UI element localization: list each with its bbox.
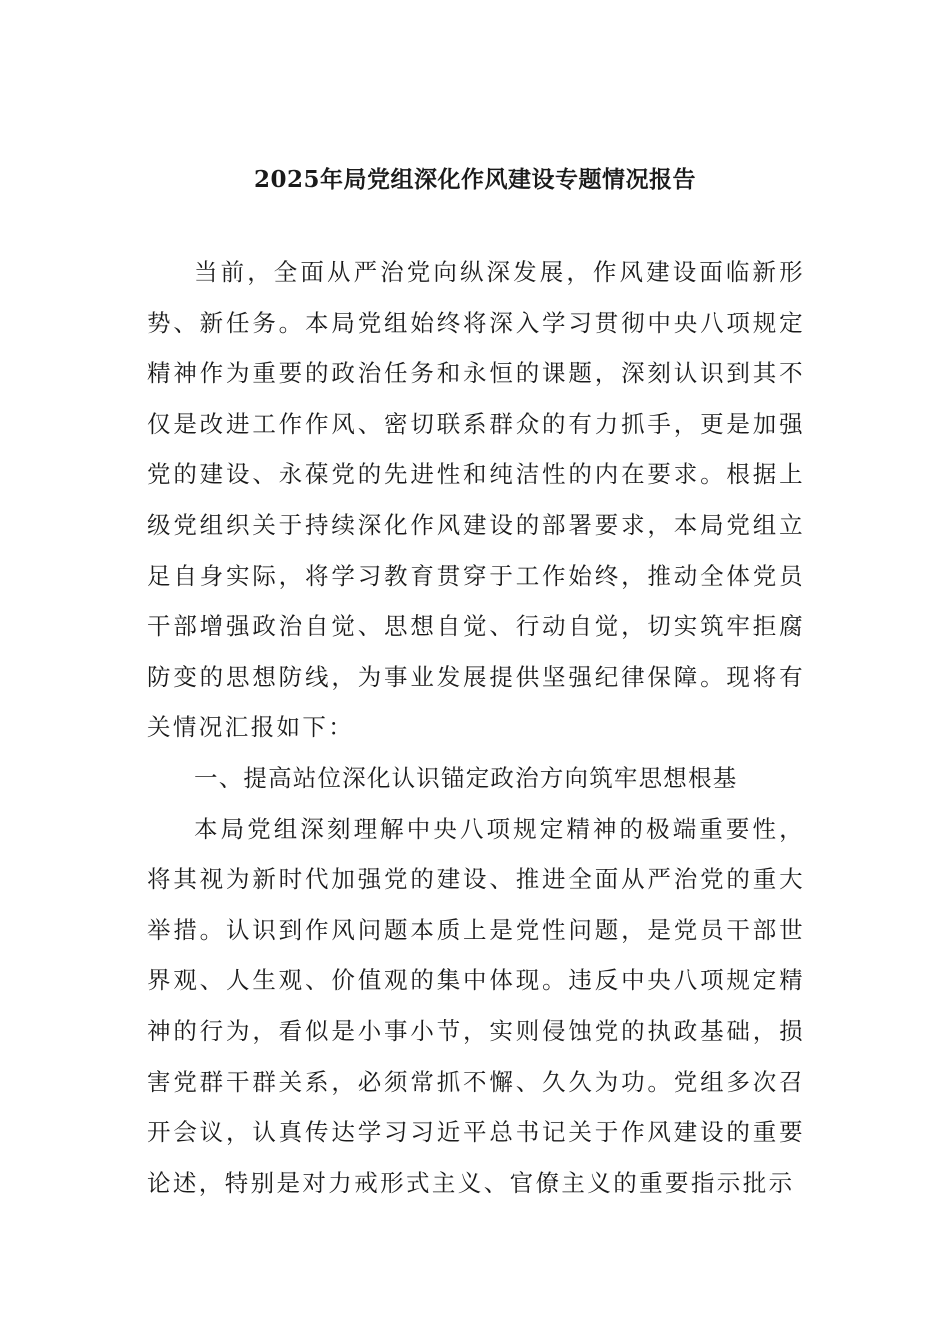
- intro-paragraph: 当前，全面从严治党向纵深发展，作风建设面临新形势、新任务。本局党组始终将深入学习贯彻中央八项规定精神作为重要的政治任务和永恒的课题，深刻认识到其不仅是改进工作作风、密切联系群众的有力抓手，更是加强党的建设、永葆党的先进性和纯洁性的内在要求。根据上级党组织关于持续深化作风建设的部署要求，本局党组立足自身实际，将学习教育贯穿于工作始终，推动全体党员干部增强政治自觉、思想自觉、行动自觉，切实筑牢拒腐防变的思想防线，为事业发展提供坚强纪律保障。现将有关情况汇报如下：: [147, 258, 805, 742]
- section-heading-1: 一、提高站位深化认识锚定政治方向筑牢思想根基: [194, 763, 738, 792]
- document-body: [147, 247, 805, 1208]
- section-1-paragraph: 本局党组深刻理解中央八项规定精神的极端重要性，将其视为新时代加强党的建设、推进全面从严治党的重大举措。认识到作风问题本质上是党性问题，是党员干部世界观、人生观、价值观的集中体现。违反中央八项规定精神的行为，看似是小事小节，实则侵蚀党的执政基础，损害党群干群关系，必须常抓不懈、久久为功。党组多次召开会议，认真传达学习习近平总书记关于作风建设的重要论述，特别是对力戒形式主义、官僚主义的重要指示批示: [147, 814, 805, 1197]
- document-title: 2025年局党组深化作风建设专题情况报告: [253, 166, 696, 193]
